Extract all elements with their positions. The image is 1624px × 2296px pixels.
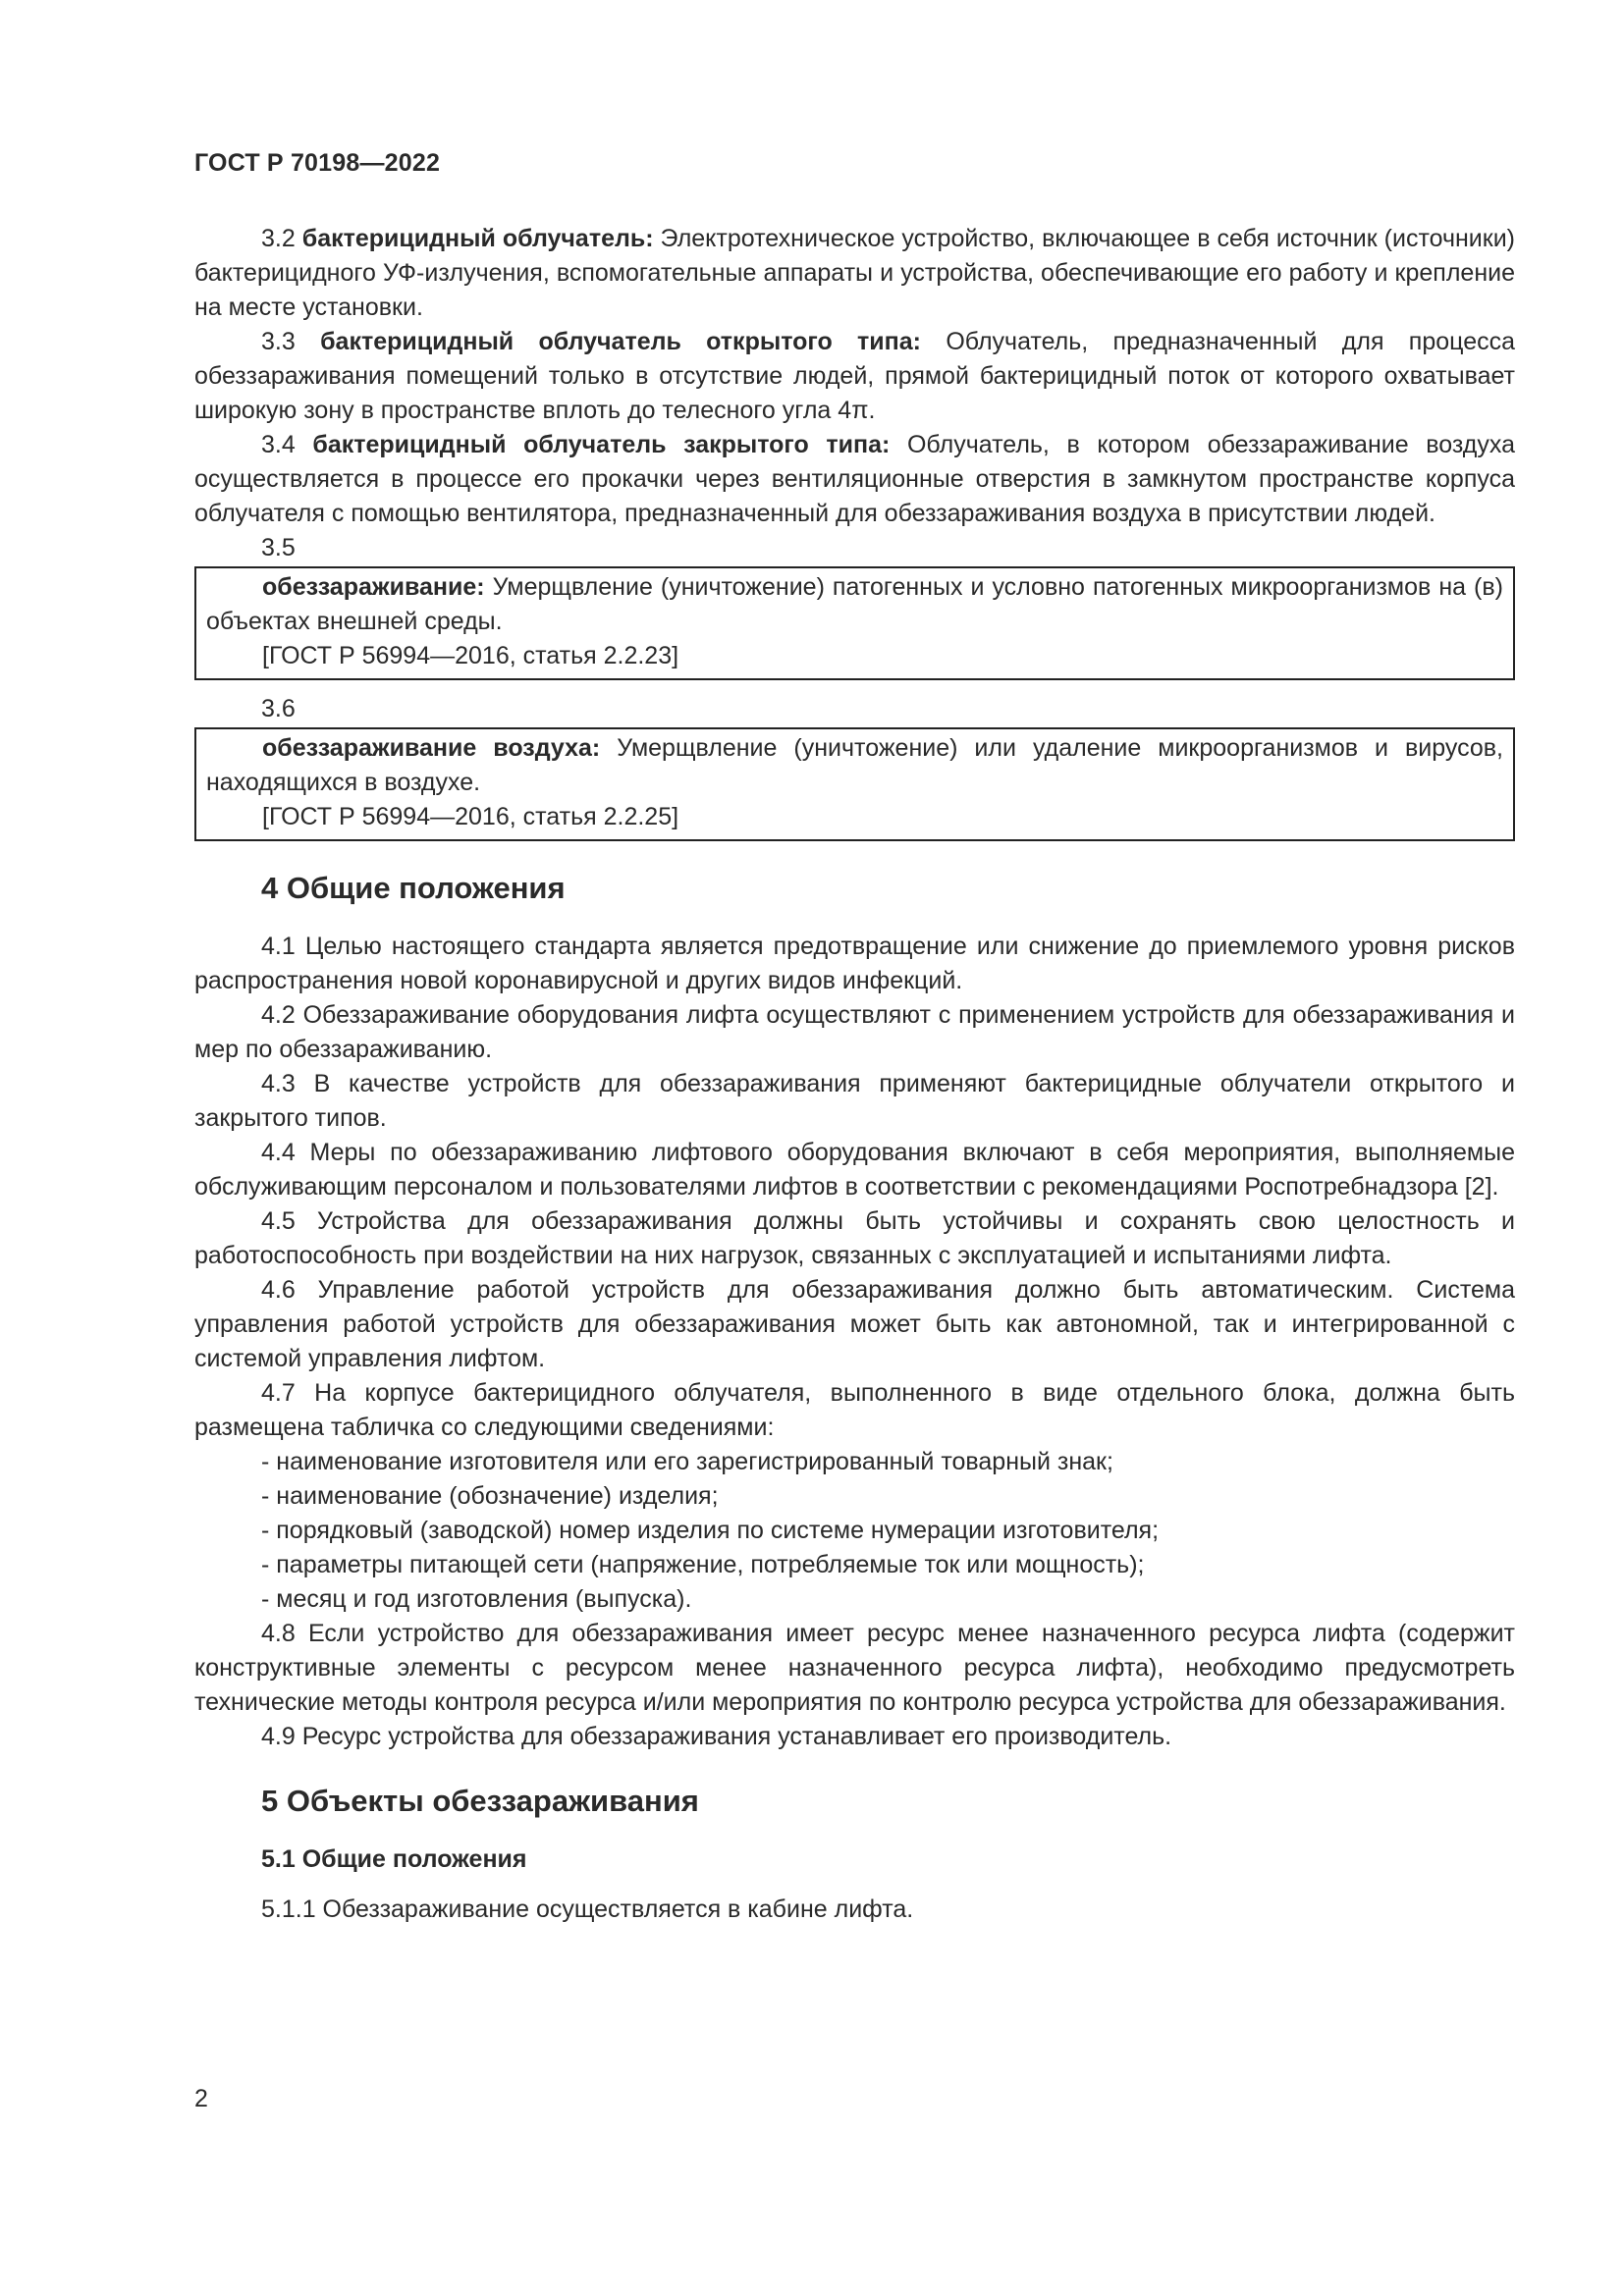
boxed-term-definition: обеззараживание воздуха: Умерщвление (уничтожение) или удаление микроорганизмов и вирусов, находящихся в воздухе. — [206, 734, 1503, 796]
paragraph-5-1-1: 5.1.1 Обеззараживание осуществляется в кабине лифта. — [261, 1896, 914, 1923]
list-item: - месяц и год изготовления (выпуска). — [261, 1585, 692, 1613]
term-3-2: 3.2 бактерицидный облучатель: Электротехническое устройство, включающее в себя источник (источники) бактерицидного УФ-излучения, вспомогательные аппараты и устройства, обеспечивающие его работу и крепление на месте установки. — [194, 225, 1515, 321]
section-5-heading: 5 Объекты обеззараживания — [261, 1784, 699, 1818]
paragraph-4-5: 4.5 Устройства для обеззараживания должны быть устойчивы и сохранять свою целостность и работоспособность при воздействии на них нагрузок, связанных с эксплуатацией и испытаниями лифта. — [194, 1207, 1515, 1269]
term-3-4: 3.4 бактерицидный облучатель закрытого типа: Облучатель, в котором обеззараживание воздуха осуществляется в процессе его прокачки через вентиляционные отверстия в замкнутом пространстве корпуса облучателя с помощью вентилятора, предназначенный для обеззараживания воздуха в присутствии людей. — [194, 431, 1515, 527]
paragraph-4-2: 4.2 Обеззараживание оборудования лифта осуществляют с применением устройств для обеззараживания и мер по обеззараживанию. — [194, 1001, 1515, 1063]
paragraph-4-9: 4.9 Ресурс устройства для обеззараживания устанавливает его производитель. — [261, 1723, 1172, 1750]
list-item: - наименование изготовителя или его зарегистрированный товарный знак; — [261, 1448, 1113, 1475]
paragraph-4-1: 4.1 Целью настоящего стандарта является предотвращение или снижение до приемлемого уровня рисков распространения новой коронавирусной и других видов инфекций. — [194, 933, 1515, 994]
term-number-3-5: 3.5 — [261, 534, 296, 561]
document-code-header: ГОСТ Р 70198—2022 — [194, 149, 441, 177]
term-number-3-6: 3.6 — [261, 695, 296, 722]
boxed-term-definition: обеззараживание: Умерщвление (уничтожение) патогенных и условно патогенных микроорганизмов на (в) объектах внешней среды. — [206, 573, 1503, 635]
boxed-term-reference: [ГОСТ Р 56994—2016, статья 2.2.23] — [262, 642, 679, 669]
section-4-heading: 4 Общие положения — [261, 871, 566, 905]
paragraph-4-3: 4.3 В качестве устройств для обеззараживания применяют бактерицидные облучатели открытого и закрытого типов. — [194, 1070, 1515, 1132]
document-body — [194, 222, 1515, 1927]
paragraph-4-8: 4.8 Если устройство для обеззараживания имеет ресурс менее назначенного ресурса лифта (содержит конструктивные элементы с ресурсом менее назначенного ресурса лифта), необходимо предусмотреть технические методы контроля ресурса и/или мероприятия по контролю ресурса устройства для обеззараживания. — [194, 1620, 1515, 1716]
paragraph-4-6: 4.6 Управление работой устройств для обеззараживания должно быть автоматическим. Система управления работой устройств для обеззараживания может быть как автономной, так и интегрированной с системой управления лифтом. — [194, 1276, 1515, 1372]
paragraph-4-7: 4.7 На корпусе бактерицидного облучателя, выполненного в виде отдельного блока, должна быть размещена табличка со следующими сведениями: — [194, 1379, 1515, 1441]
subsection-5-1-heading: 5.1 Общие положения — [261, 1845, 527, 1873]
boxed-term-reference: [ГОСТ Р 56994—2016, статья 2.2.25] — [262, 803, 679, 830]
list-item: - параметры питающей сети (напряжение, потребляемые ток или мощность); — [261, 1551, 1145, 1578]
paragraph-4-4: 4.4 Меры по обеззараживанию лифтового оборудования включают в себя мероприятия, выполняемые обслуживающим персоналом и пользователями лифтов в соответствии с рекомендациями Роспотребнадзора [2]. — [194, 1139, 1515, 1201]
page-number: 2 — [194, 2085, 208, 2112]
list-item: - наименование (обозначение) изделия; — [261, 1482, 719, 1510]
list-item: - порядковый (заводской) номер изделия по системе нумерации изготовителя; — [261, 1517, 1160, 1544]
term-3-3: 3.3 бактерицидный облучатель открытого типа: Облучатель, предназначенный для процесса обеззараживания помещений только в отсутствие людей, прямой бактерицидный поток от которого охватывает широкую зону в пространстве вплоть до телесного угла 4π. — [194, 328, 1515, 424]
boxed-term-3-6 — [194, 727, 1515, 841]
nameplate-info-list — [194, 1445, 1515, 1617]
boxed-term-3-5 — [194, 566, 1515, 680]
